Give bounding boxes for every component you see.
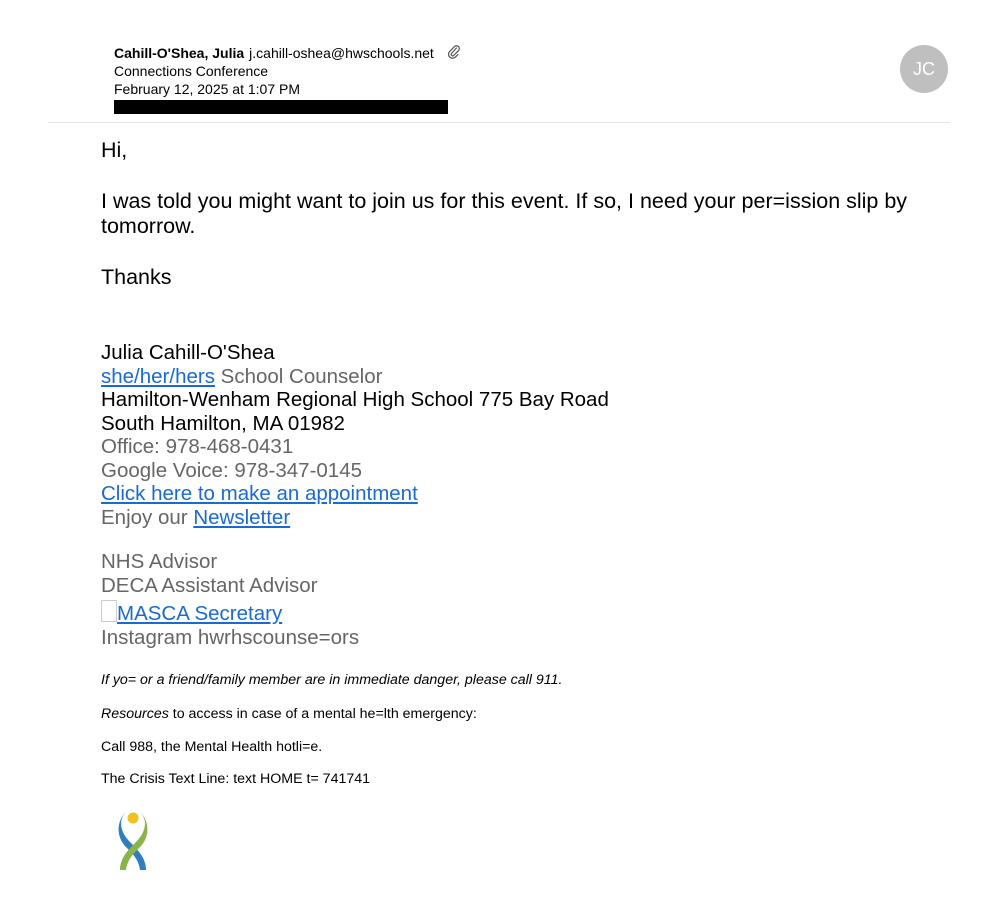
date-value: February 12, 2025 at 1:07 PM (114, 81, 300, 97)
signature (101, 341, 961, 649)
signature-office-phone: Office: 978-468-0431 (101, 435, 294, 458)
message-body (101, 138, 961, 788)
danger-line: If yo= or a friend/family member are in immediate danger, please call 911. (101, 672, 563, 688)
deca-advisor: DECA Assistant Advisor (101, 573, 318, 597)
instagram-handle: Instagram hwrhscounse=ors (101, 625, 360, 649)
signature-google-voice: Google Voice: 978-347-0145 (101, 458, 363, 482)
crisis-text-line: The Crisis Text Line: text HOME t= 741741 (101, 771, 371, 787)
resources-line (101, 705, 961, 723)
sender-name[interactable]: Cahill-O'Shea, Julia (114, 45, 245, 61)
header-divider (48, 122, 950, 123)
hotline-line: Call 988, the Mental Health hotli=e. (101, 739, 323, 755)
footer (101, 671, 961, 788)
signature-name: Julia Cahill-O'Shea (101, 341, 275, 364)
sender-email[interactable]: j.cahill-oshea@hwschools.net (249, 45, 434, 61)
resources-word: Resources (101, 706, 169, 722)
broken-image-icon (101, 600, 117, 622)
closing: Thanks (101, 265, 172, 289)
pronouns-link[interactable]: she/her/hers (101, 364, 215, 388)
signature-role: School Counselor (214, 364, 383, 388)
masca-row (101, 600, 961, 626)
masca-link[interactable]: MASCA Secretary (117, 602, 283, 625)
paperclip-icon[interactable] (444, 45, 460, 61)
subject-value: Connections Conference (114, 63, 269, 79)
message-text: I was told you might want to join us for this event. If so, I need your per=ission slip by tomorrow. (101, 189, 908, 238)
newsletter-prefix: Enjoy our (101, 505, 194, 529)
signature-city: South Hamilton, MA 01982 (101, 411, 345, 435)
sender-avatar[interactable]: JC (900, 45, 948, 93)
ribbon-logo-icon (116, 806, 150, 872)
newsletter-row (101, 506, 961, 530)
redacted-recipient (114, 100, 448, 114)
greeting: Hi, (101, 138, 128, 162)
newsletter-link[interactable]: Newsletter (193, 505, 291, 529)
appointment-link[interactable]: Click here to make an appointment (101, 482, 418, 505)
signature-school: Hamilton-Wenham Regional High School 775 Bay Road (101, 388, 609, 411)
signature-title-row (101, 365, 961, 389)
resources-rest: to access in case of a mental he=lth emergency: (168, 706, 477, 722)
nhs-advisor: NHS Advisor (101, 550, 218, 573)
